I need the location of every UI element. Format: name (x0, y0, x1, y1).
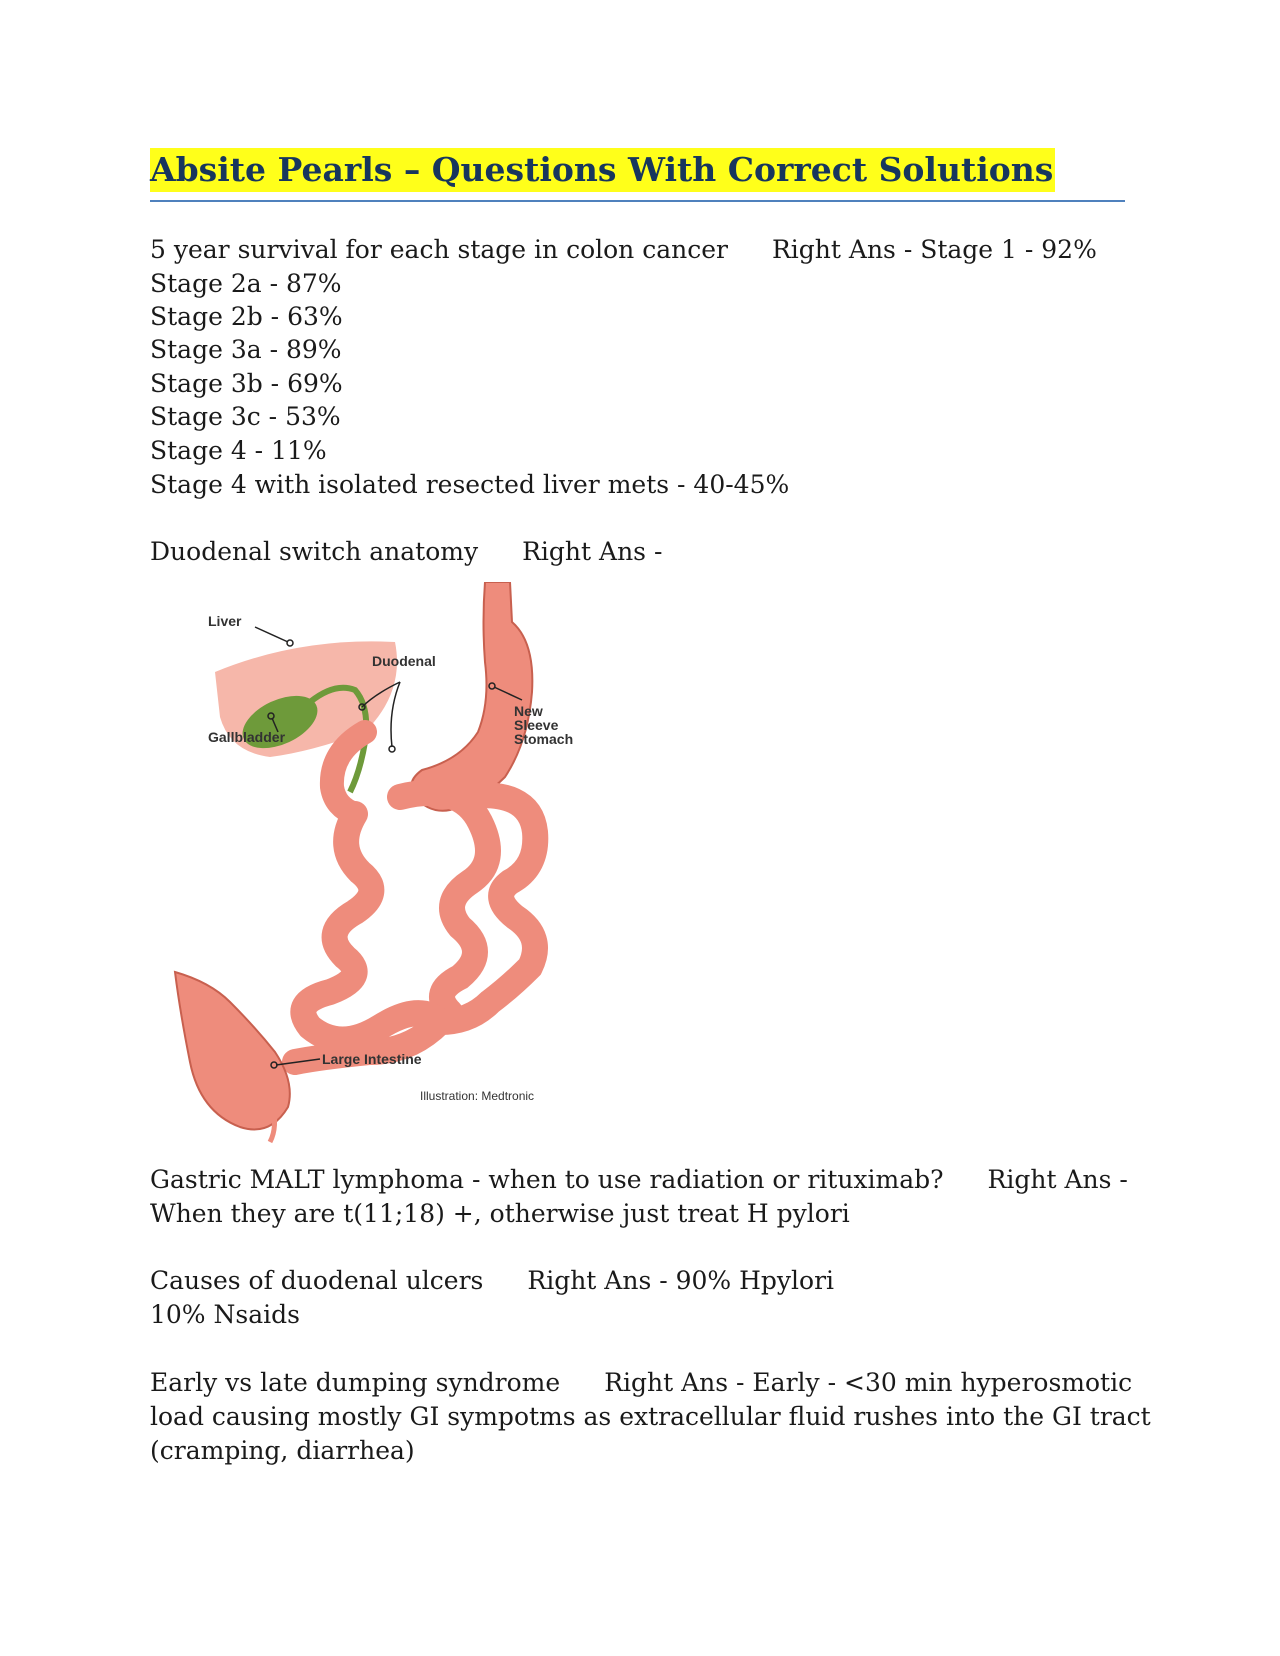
qa-1-answer-lead: Right Ans - Stage 1 - 92% (771, 235, 1097, 264)
duodenal-switch-illustration (160, 582, 620, 1162)
qa-1-answer-line: Stage 2b - 63% (150, 302, 343, 331)
label-duodenal: Duodenal (372, 653, 436, 669)
qa-5-question-line (150, 1366, 1132, 1400)
anatomy-svg (160, 582, 620, 1162)
qa-2-answer-lead: Right Ans - (522, 537, 663, 566)
qa-1-answer-line: Stage 3b - 69% (150, 369, 343, 398)
qa-2-question: Duodenal switch anatomy (150, 537, 479, 566)
label-large-intestine: Large Intestine (322, 1051, 422, 1067)
label-gallbladder: Gallbladder (208, 729, 286, 745)
label-sleeve: Sleeve (514, 717, 559, 733)
label-liver: Liver (208, 613, 242, 629)
qa-3-question-line (150, 1163, 1128, 1197)
label-new: New (514, 703, 543, 719)
qa-4-answer-line: 10% Nsaids (150, 1300, 300, 1329)
qa-3-answer-lead: Right Ans - (987, 1165, 1128, 1194)
page-title: Absite Pearls – Questions With Correct Solutions (150, 148, 1055, 192)
qa-1-answer-line: Stage 3c - 53% (150, 402, 341, 431)
qa-1-answer-line: Stage 4 with isolated resected liver mets - 40-45% (150, 470, 790, 499)
qa-3-answer-line: When they are t(11;18) +, otherwise just treat H pylori (150, 1199, 850, 1228)
alimentary-limb (400, 793, 488, 1012)
title-block (150, 148, 1125, 192)
qa-1-answer-line: Stage 3a - 89% (150, 335, 342, 364)
liver-callout-line (255, 627, 288, 642)
label-stomach: Stomach (514, 731, 574, 747)
qa-5-question: Early vs late dumping syndrome (150, 1368, 561, 1397)
title-underline (150, 200, 1125, 202)
qa-4-question: Causes of duodenal ulcers (150, 1266, 484, 1295)
qa-5-answer-line: (cramping, diarrhea) (150, 1436, 415, 1465)
qa-1-question: 5 year survival for each stage in colon cancer (150, 235, 728, 264)
common-channel (295, 814, 440, 1062)
qa-3-question: Gastric MALT lymphoma - when to use radiation or rituximab? (150, 1165, 944, 1194)
document-page (150, 0, 1151, 1656)
qa-1-question-line (150, 233, 1097, 267)
qa-2-question-line (150, 535, 662, 569)
qa-1-answer-line: Stage 4 - 11% (150, 436, 327, 465)
figure-credit: Illustration: Medtronic (420, 1089, 535, 1103)
qa-5-answer-lead: Right Ans - Early - <30 min hyperosmotic (604, 1368, 1133, 1397)
liver-callout-dot (287, 640, 293, 646)
qa-4-answer-lead: Right Ans - 90% Hpylori (527, 1266, 835, 1295)
qa-4-question-line (150, 1264, 834, 1298)
qa-1-answer-line: Stage 2a - 87% (150, 269, 342, 298)
qa-5-answer-line: load causing mostly GI sympotms as extracellular fluid rushes into the GI tract (150, 1402, 1151, 1431)
